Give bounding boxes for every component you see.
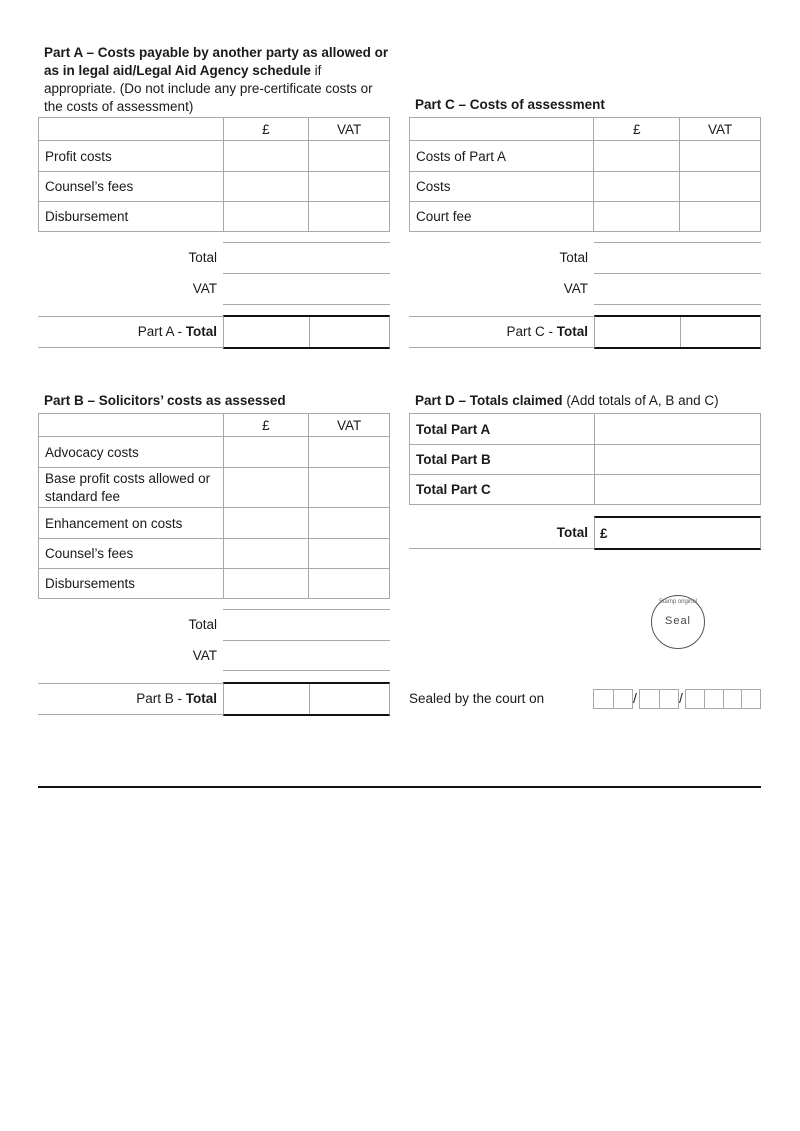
part-b-table bbox=[38, 413, 390, 599]
month-digit-1[interactable] bbox=[640, 690, 660, 708]
part-b-header-blank bbox=[39, 414, 224, 437]
part-d-table bbox=[409, 413, 761, 505]
part-b-row-label: Enhancement on costs bbox=[39, 508, 224, 539]
sealed-month-box[interactable] bbox=[639, 689, 679, 709]
part-b-enhancement-vat-cell[interactable] bbox=[309, 508, 390, 539]
year-digit-1[interactable] bbox=[686, 690, 705, 708]
part-a-heading-rest: if appropriate. (Do not include any pre-certificate costs or the costs of assessment) bbox=[44, 63, 373, 114]
part-d-total-label: Total bbox=[556, 525, 588, 540]
part-c-costs-vat-cell[interactable] bbox=[680, 172, 761, 202]
year-digit-3[interactable] bbox=[724, 690, 743, 708]
part-c-grand-prefix: Part C - bbox=[506, 324, 557, 339]
part-b-grand-bottom-rule bbox=[38, 714, 223, 715]
part-a-disbursement-vat-cell[interactable] bbox=[309, 202, 390, 232]
part-c-row-label: Costs of Part A bbox=[410, 141, 594, 172]
part-d-row-label: Total Part A bbox=[410, 414, 595, 445]
part-b-counsel-vat-cell[interactable] bbox=[309, 539, 390, 569]
part-c-part-a-vat-cell[interactable] bbox=[680, 141, 761, 172]
part-a-grand-prefix: Part A - bbox=[137, 324, 186, 339]
part-b-grand-bold: Total bbox=[185, 691, 217, 706]
part-c-row-label: Court fee bbox=[410, 202, 594, 232]
part-c-vat-label: VAT bbox=[563, 281, 588, 296]
year-digit-4[interactable] bbox=[742, 690, 760, 708]
month-digit-2[interactable] bbox=[660, 690, 679, 708]
part-b-base-profit-gbp-cell[interactable] bbox=[223, 468, 309, 508]
part-a-grand-bottom-rule bbox=[38, 347, 223, 348]
part-a-vat-line[interactable] bbox=[223, 304, 390, 305]
part-d-total-c-cell[interactable] bbox=[594, 475, 760, 505]
part-c-court-fee-vat-cell[interactable] bbox=[680, 202, 761, 232]
part-b-row-label: Disbursements bbox=[39, 569, 224, 599]
part-c-heading bbox=[415, 96, 605, 114]
part-d-total-b-cell[interactable] bbox=[594, 445, 760, 475]
part-a-heading-bold: Part A – Costs payable by another party as allowed or as in legal aid/Legal Aid Agency schedule bbox=[44, 45, 389, 78]
part-a-counsel-gbp-cell[interactable] bbox=[223, 172, 309, 202]
part-c-table bbox=[409, 117, 761, 232]
part-d-heading-bold: Part D – Totals claimed bbox=[415, 393, 563, 408]
part-a-col-gbp: £ bbox=[223, 118, 309, 141]
part-b-row-label: Base profit costs allowed or standard fee bbox=[39, 468, 224, 508]
footer-divider bbox=[38, 786, 761, 788]
part-b-total-label: Total bbox=[188, 617, 217, 632]
seal-stamp-text: Stamp original bbox=[658, 599, 698, 605]
part-d-row-label: Total Part C bbox=[410, 475, 595, 505]
part-a-disbursement-gbp-cell[interactable] bbox=[223, 202, 309, 232]
date-separator: / bbox=[679, 690, 683, 706]
part-b-grand-total-divider bbox=[309, 684, 310, 714]
part-a-total-line[interactable] bbox=[223, 273, 390, 274]
part-c-col-vat: VAT bbox=[680, 118, 761, 141]
part-b-disbursements-gbp-cell[interactable] bbox=[223, 569, 309, 599]
part-c-grand-total-label bbox=[409, 324, 594, 339]
part-a-profit-vat-cell[interactable] bbox=[309, 141, 390, 172]
part-a-grand-top-rule bbox=[38, 316, 223, 317]
part-a-col-vat: VAT bbox=[309, 118, 390, 141]
part-a-table bbox=[38, 117, 390, 232]
part-a-grand-bold: Total bbox=[185, 324, 217, 339]
part-c-header-blank bbox=[410, 118, 594, 141]
part-a-grand-total-label bbox=[38, 324, 223, 339]
sealed-label: Sealed by the court on bbox=[409, 691, 545, 706]
part-b-disbursements-vat-cell[interactable] bbox=[309, 569, 390, 599]
sealed-year-box[interactable] bbox=[685, 689, 761, 709]
part-a-grand-total-box[interactable] bbox=[223, 315, 390, 349]
part-a-row-label: Counsel’s fees bbox=[39, 172, 224, 202]
part-c-grand-bold: Total bbox=[556, 324, 588, 339]
part-c-heading-bold: Part C – Costs of assessment bbox=[415, 97, 605, 112]
part-c-grand-total-divider bbox=[680, 317, 681, 347]
part-a-total-label: Total bbox=[188, 250, 217, 265]
part-b-grand-top-rule bbox=[38, 683, 223, 684]
day-digit-1[interactable] bbox=[594, 690, 614, 708]
part-b-counsel-gbp-cell[interactable] bbox=[223, 539, 309, 569]
part-a-profit-gbp-cell[interactable] bbox=[223, 141, 309, 172]
part-b-advocacy-vat-cell[interactable] bbox=[309, 437, 390, 468]
part-b-total-line[interactable] bbox=[223, 640, 390, 641]
part-b-row-label: Advocacy costs bbox=[39, 437, 224, 468]
part-a-heading bbox=[44, 44, 390, 116]
part-a-row-label: Profit costs bbox=[39, 141, 224, 172]
seal-label: Seal bbox=[664, 615, 692, 627]
part-c-total-label: Total bbox=[559, 250, 588, 265]
part-c-costs-gbp-cell[interactable] bbox=[594, 172, 680, 202]
part-c-total-top-line bbox=[594, 242, 761, 243]
part-b-vat-line[interactable] bbox=[223, 670, 390, 671]
part-c-vat-line[interactable] bbox=[594, 304, 761, 305]
part-b-heading-bold: Part B – Solicitors’ costs as assessed bbox=[44, 393, 286, 408]
part-d-grand-total-box[interactable] bbox=[594, 516, 761, 550]
part-a-header-blank bbox=[39, 118, 224, 141]
date-separator: / bbox=[633, 690, 637, 706]
part-d-row-label: Total Part B bbox=[410, 445, 595, 475]
part-a-counsel-vat-cell[interactable] bbox=[309, 172, 390, 202]
part-b-enhancement-gbp-cell[interactable] bbox=[223, 508, 309, 539]
part-b-vat-label: VAT bbox=[192, 648, 217, 663]
part-d-heading bbox=[415, 392, 719, 410]
part-b-row-label: Counsel’s fees bbox=[39, 539, 224, 569]
part-b-grand-prefix: Part B - bbox=[136, 691, 186, 706]
part-c-total-line[interactable] bbox=[594, 273, 761, 274]
part-d-total-rule bbox=[409, 548, 594, 549]
part-a-row-label: Disbursement bbox=[39, 202, 224, 232]
part-d-heading-rest: (Add totals of A, B and C) bbox=[562, 393, 719, 408]
part-c-grand-bottom-rule bbox=[409, 347, 594, 348]
part-c-grand-total-box[interactable] bbox=[594, 315, 761, 349]
part-c-part-a-gbp-cell[interactable] bbox=[594, 141, 680, 172]
part-b-total-top-line bbox=[223, 609, 390, 610]
day-digit-2[interactable] bbox=[614, 690, 633, 708]
sealed-day-box[interactable] bbox=[593, 689, 633, 709]
part-b-grand-total-label bbox=[38, 691, 223, 706]
part-c-col-gbp: £ bbox=[594, 118, 680, 141]
part-c-court-fee-gbp-cell[interactable] bbox=[594, 202, 680, 232]
part-d-total-a-cell[interactable] bbox=[594, 414, 760, 445]
part-a-vat-label: VAT bbox=[192, 281, 217, 296]
court-seal bbox=[651, 595, 705, 649]
part-b-advocacy-gbp-cell[interactable] bbox=[223, 437, 309, 468]
part-b-heading bbox=[44, 392, 286, 410]
part-a-grand-total-divider bbox=[309, 317, 310, 347]
part-c-grand-top-rule bbox=[409, 316, 594, 317]
part-b-col-gbp: £ bbox=[223, 414, 309, 437]
part-c-row-label: Costs bbox=[410, 172, 594, 202]
year-digit-2[interactable] bbox=[705, 690, 724, 708]
part-b-col-vat: VAT bbox=[309, 414, 390, 437]
part-d-currency-symbol: £ bbox=[600, 526, 608, 541]
part-b-base-profit-vat-cell[interactable] bbox=[309, 468, 390, 508]
part-a-total-top-line bbox=[223, 242, 390, 243]
part-b-grand-total-box[interactable] bbox=[223, 682, 390, 716]
